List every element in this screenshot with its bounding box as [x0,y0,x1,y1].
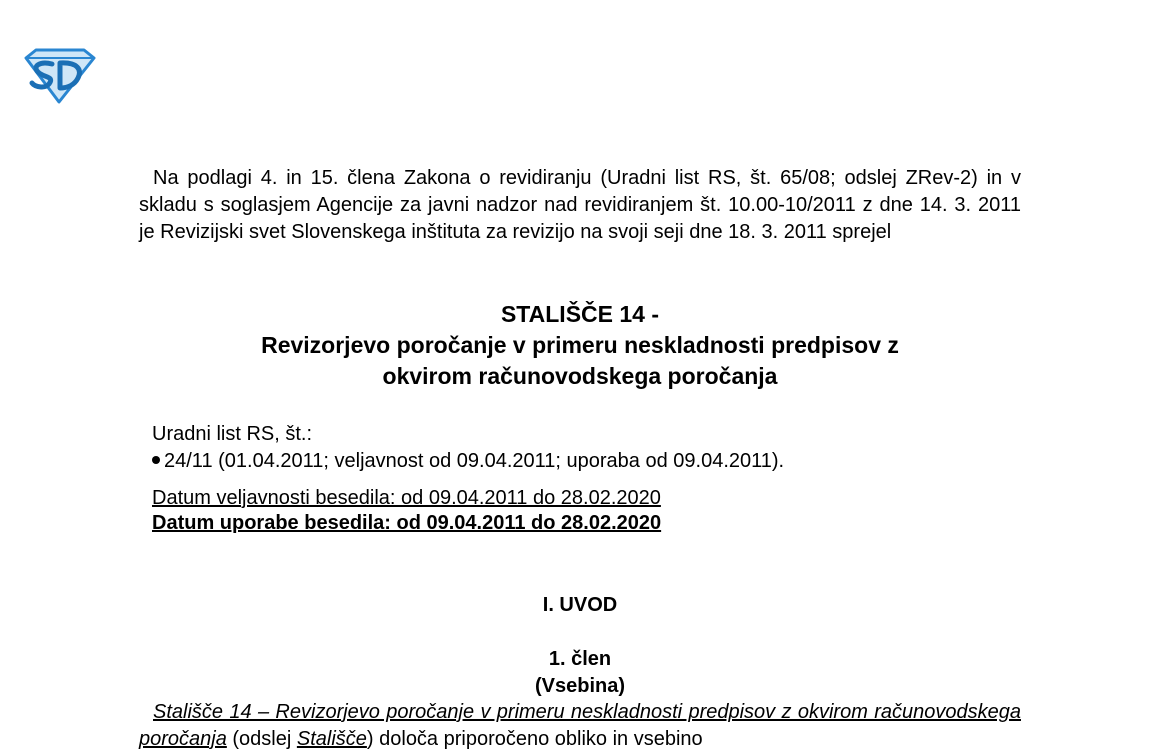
validity-date: Datum veljavnosti besedila: od 09.04.2011 do 28.02.2020 [152,487,661,509]
title-line-1: STALIŠČE 14 - [500,301,660,327]
body-text-part: (odslej [226,728,297,750]
article-subject: (Vsebina) [534,675,626,697]
text-dates [152,486,661,536]
section-heading: I. UVOD [542,594,618,616]
body-short-name: Stališče [296,728,367,750]
article-number: 1. člen [548,648,612,670]
si-revizija-diamond-logo-icon [22,48,96,104]
body-text-rest: ) določa priporočeno obliko in vsebino [366,728,703,750]
bullet-icon [152,456,160,464]
gazette-item-text: 24/11 (01.04.2011; veljavnost od 09.04.2011; uporaba od 09.04.2011). [164,450,785,472]
gazette-list-item [152,448,784,474]
body-title-reference: Stališče 14 – Revizorjevo poročanje v primeru neskladnosti predpisov z okvirom računovodskega poročanja [139,701,1021,750]
title-line-3: okvirom računovodskega poročanja [382,363,778,389]
intro-paragraph: Na podlagi 4. in 15. člena Zakona o revidiranju (Uradni list RS, št. 65/08; odslej ZRev-2) in v skladu s soglasjem Agencije za javni nadzor nad revidiranjem št. 10.00-10/2011 z dne 14. 3. 2011 je Revizijski svet Slovenskega inštituta za revizijo na svoji seji dne 18. 3. 2011 sprejel [139,167,1021,243]
title-line-2: Revizorjevo poročanje v primeru neskladnosti predpisov z [261,332,899,358]
article-body [139,699,1021,753]
article-heading [139,646,1021,700]
gazette-label: Uradni list RS, št.: [152,423,313,445]
application-date: Datum uporabe besedila: od 09.04.2011 do 28.02.2020 [152,512,662,534]
document-title [139,299,1021,392]
